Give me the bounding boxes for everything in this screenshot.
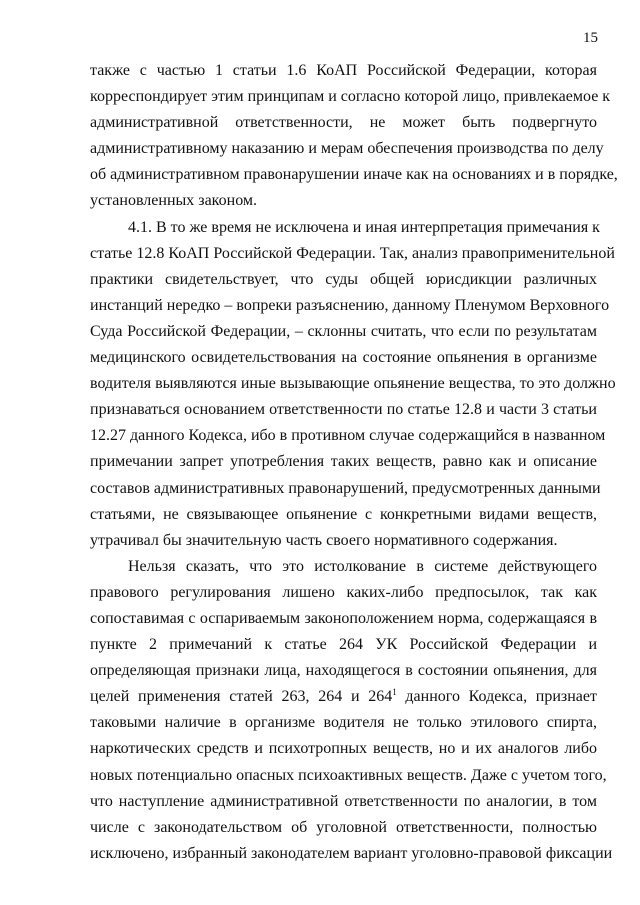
text-line-content: Нельзя сказать, что это истолкование в системе действующего — [128, 557, 597, 575]
text-line-content: корреспондирует этим принципам и согласно которой лицо, привлекаемое к — [90, 88, 611, 106]
text-line-content: практики свидетельствует, что суды общей юрисдикции различных — [90, 270, 597, 288]
text-line — [90, 397, 597, 423]
body-text — [90, 58, 618, 867]
text-line — [90, 789, 597, 815]
text-line — [90, 632, 597, 658]
text-line — [90, 528, 597, 554]
text-line-content: сопоставимая с оспариваемым законоположением норма, содержащаяся в — [90, 609, 597, 627]
text-line — [90, 188, 597, 214]
text-line — [90, 606, 597, 632]
text-line — [90, 84, 611, 110]
text-line — [90, 449, 597, 475]
superscript: 1 — [392, 687, 397, 698]
text-line-content: признаваться основанием ответственности по статье 12.8 и части 3 статьи — [90, 401, 597, 419]
text-line — [90, 267, 597, 293]
text-line-content: что наступление административной ответственности по аналогии, в том — [90, 792, 597, 810]
text-line-content: статье 12.8 КоАП Российской Федерации. Так, анализ правоприменительной — [90, 244, 615, 262]
text-line — [90, 423, 606, 449]
text-line — [90, 815, 597, 841]
text-line — [90, 319, 597, 345]
text-line — [90, 684, 597, 710]
text-line — [90, 136, 604, 162]
text-line-content: административному наказанию и мерам обеспечения производства по делу — [90, 140, 604, 158]
text-line-content: административной ответственности, не может быть подвергнуто — [90, 114, 597, 132]
text-line-content: установленных законом. — [90, 192, 258, 210]
text-line — [90, 736, 597, 762]
text-line-content: определяющая признаки лица, находящегося в состоянии опьянения, для — [90, 662, 597, 680]
text-line — [90, 215, 600, 241]
page-number: 15 — [583, 30, 598, 46]
text-line — [90, 476, 601, 502]
text-line-content: новых потенциально опасных психоактивных веществ. Даже с учетом того, — [90, 766, 607, 784]
text-line — [90, 502, 597, 528]
text-line — [90, 763, 607, 789]
text-line — [90, 371, 616, 397]
text-line-content: статьями, не связывающее опьянение с конкретными видами веществ, — [90, 505, 597, 523]
text-line — [90, 580, 597, 606]
text-line-content: 12.27 данного Кодекса, ибо в противном случае содержащийся в названном — [90, 427, 606, 445]
text-line-content: составов административных правонарушений, предусмотренных данными — [90, 479, 601, 497]
text-line — [90, 110, 597, 136]
text-line-content: инстанций нередко – вопреки разъяснению, данному Пленумом Верховного — [90, 296, 610, 314]
text-line-content: примечании запрет употребления таких веществ, равно как и описание — [90, 453, 597, 471]
text-line-content: таковыми наличие в организме водителя не только этилового спирта, — [90, 714, 597, 732]
text-line — [90, 841, 613, 867]
text-line — [90, 554, 597, 580]
text-line-content: правового регулирования лишено каких-либо предпосылок, так как — [90, 583, 597, 601]
text-line-content: водителя выявляются иные вызывающие опьянение вещества, то это должно — [90, 375, 616, 393]
text-line — [90, 162, 618, 188]
text-line — [90, 658, 597, 684]
text-line — [90, 293, 610, 319]
text-line-content: Суда Российской Федерации, – склонны считать, что если по результатам — [90, 322, 597, 340]
text-line-content: об административном правонарушении иначе как на основаниях и в порядке, — [90, 166, 618, 184]
text-line-content: медицинского освидетельствования на состояние опьянения в организме — [90, 349, 597, 367]
text-line-content: также с частью 1 статьи 1.6 КоАП Российской Федерации, которая — [90, 62, 597, 79]
text-line-content: числе с законодательством об уголовной ответственности, полностью — [90, 818, 597, 836]
text-line — [90, 58, 597, 84]
text-line-content: пункте 2 примечаний к статье 264 УК Российской Федерации и — [90, 636, 597, 654]
text-line-content: 4.1. В то же время не исключена и иная интерпретация примечания к — [128, 218, 600, 236]
text-line-content: исключено, избранный законодателем вариант уголовно-правовой фиксации — [90, 844, 613, 862]
text-line — [90, 241, 615, 267]
text-line-continuation: данного Кодекса, признает — [396, 688, 597, 706]
text-line-content: наркотических средств и психотропных веществ, но и их аналогов либо — [90, 740, 597, 758]
text-line — [90, 345, 597, 371]
text-line-content: утрачивал бы значительную часть своего нормативного содержания. — [90, 531, 558, 549]
text-line — [90, 710, 597, 736]
text-line-content: целей применения статей 263, 264 и 264 — [90, 688, 393, 706]
